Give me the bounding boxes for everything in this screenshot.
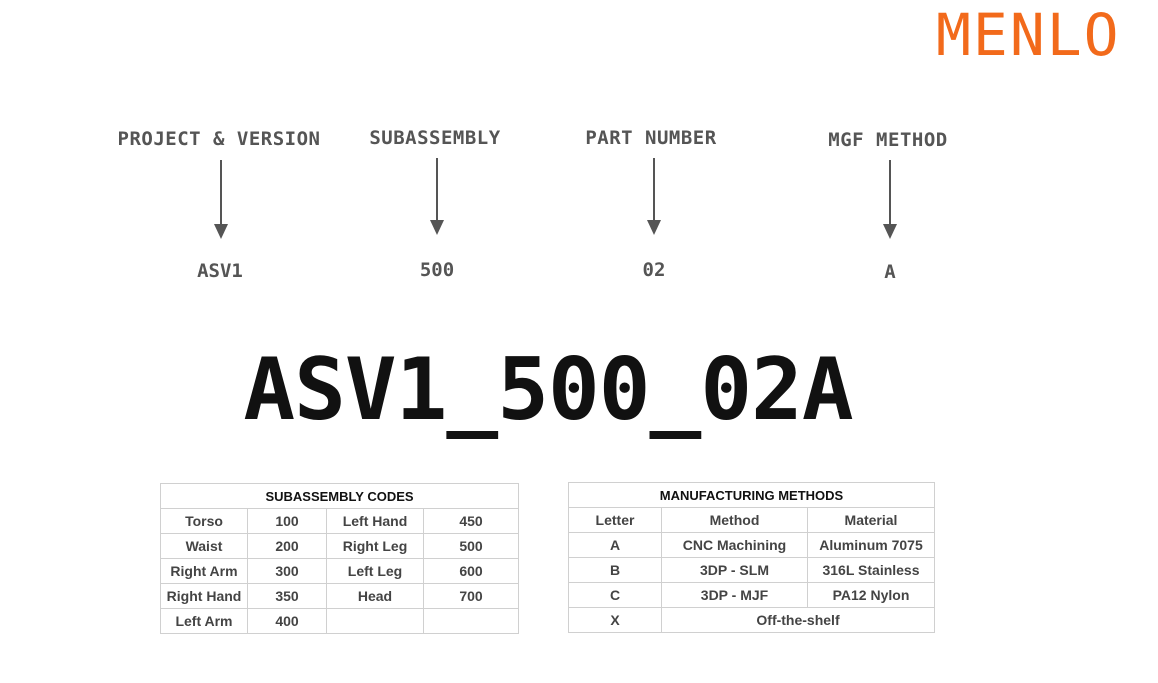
manufacturing-methods-table: [568, 482, 935, 633]
table-cell: 450: [424, 509, 519, 534]
table-cell: 316L Stainless: [808, 558, 935, 583]
part-code-example: ASV1_500_02A: [243, 340, 853, 440]
table-cell: 350: [248, 584, 327, 609]
menlo-logo: MENLO: [936, 1, 1121, 69]
table-cell: 100: [248, 509, 327, 534]
table-cell: 300: [248, 559, 327, 584]
table-title: SUBASSEMBLY CODES: [161, 484, 519, 509]
field-label-mgf-method: MGF METHOD: [828, 129, 948, 151]
field-label-part-number: PART NUMBER: [585, 127, 717, 149]
table-row: [569, 533, 935, 558]
table-cell: Torso: [161, 509, 248, 534]
table-cell: 700: [424, 584, 519, 609]
table-cell: 200: [248, 534, 327, 559]
table-cell: PA12 Nylon: [808, 583, 935, 608]
table-row: [161, 609, 519, 634]
table-cell: 400: [248, 609, 327, 634]
field-value-subassembly: 500: [419, 259, 455, 281]
column-header: Method: [662, 508, 808, 533]
table-cell: Left Leg: [327, 559, 424, 584]
table-cell: 500: [424, 534, 519, 559]
field-value-part-number: 02: [642, 259, 666, 281]
table-title: MANUFACTURING METHODS: [569, 483, 935, 508]
table-cell: Left Hand: [327, 509, 424, 534]
field-label-project-version: PROJECT & VERSION: [117, 128, 321, 150]
table-cell: 3DP - SLM: [662, 558, 808, 583]
table-row: [161, 534, 519, 559]
table-cell: Head: [327, 584, 424, 609]
table-cell: Off-the-shelf: [662, 608, 935, 633]
arrow-down-icon: [883, 160, 897, 240]
column-header: Material: [808, 508, 935, 533]
arrow-down-icon: [214, 160, 228, 240]
table-cell: B: [569, 558, 662, 583]
table-cell: X: [569, 608, 662, 633]
field-value-project-version: ASV1: [197, 260, 243, 282]
table-cell: A: [569, 533, 662, 558]
table-row: [569, 583, 935, 608]
arrow-down-icon: [647, 158, 661, 238]
table-header-row: [569, 508, 935, 533]
field-label-subassembly: SUBASSEMBLY: [369, 127, 501, 149]
table-cell: Waist: [161, 534, 248, 559]
table-row: [569, 608, 935, 633]
table-cell: Left Arm: [161, 609, 248, 634]
table-cell: Right Hand: [161, 584, 248, 609]
table-cell: Right Leg: [327, 534, 424, 559]
table-cell: 600: [424, 559, 519, 584]
table-cell: Aluminum 7075: [808, 533, 935, 558]
table-row: [161, 509, 519, 534]
table-cell: [424, 609, 519, 634]
table-row: [161, 559, 519, 584]
table-cell: [327, 609, 424, 634]
column-header: Letter: [569, 508, 662, 533]
table-cell: 3DP - MJF: [662, 583, 808, 608]
table-row: [569, 558, 935, 583]
field-value-mgf-method: A: [884, 261, 896, 283]
subassembly-codes-table: [160, 483, 519, 634]
arrow-down-icon: [430, 158, 444, 238]
table-cell: Right Arm: [161, 559, 248, 584]
table-cell: CNC Machining: [662, 533, 808, 558]
table-row: [161, 584, 519, 609]
table-cell: C: [569, 583, 662, 608]
